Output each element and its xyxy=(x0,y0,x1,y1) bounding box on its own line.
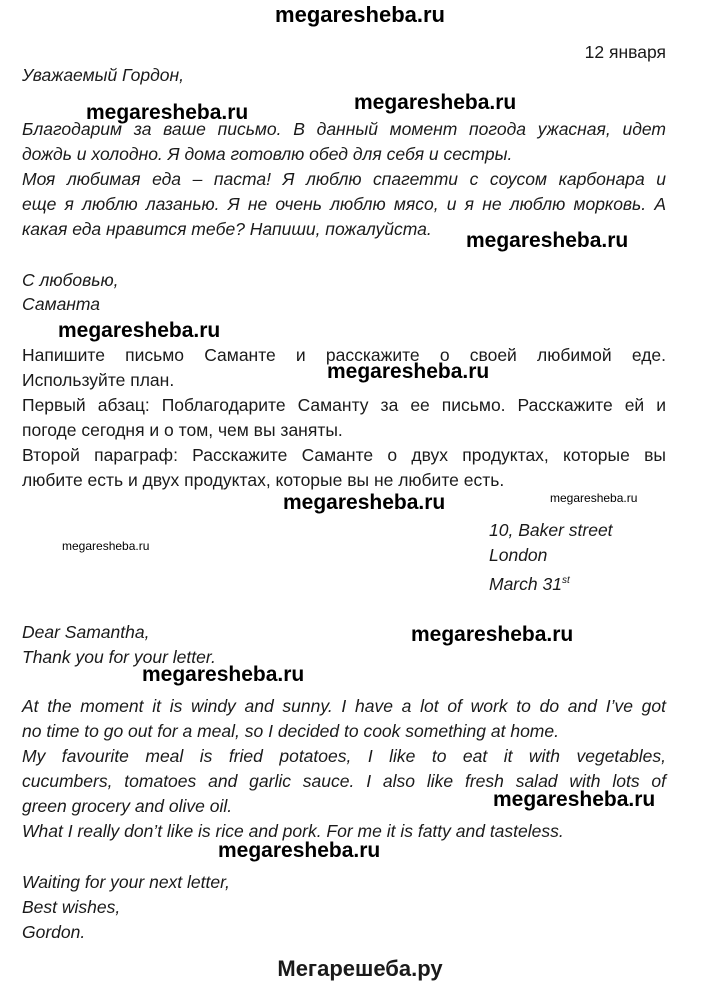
answer-line: green grocery and olive oil. xyxy=(22,796,233,816)
answer-line: At the moment it is windy and sunny. I have a lot of work to do and I’ve got xyxy=(22,696,666,716)
watermark: megaresheba.ru xyxy=(86,101,249,124)
watermark: megaresheba.ru xyxy=(58,319,221,342)
letter-line: дождь и холодно. Я дома готовлю обед для себя и сестры. xyxy=(22,144,513,164)
watermark: megaresheba.ru xyxy=(327,360,490,383)
answer-greeting: Dear Samantha, xyxy=(22,622,150,642)
answer-date-text: March 31 xyxy=(489,573,562,594)
watermark: megaresheba.ru xyxy=(550,491,638,505)
address-street: 10, Baker street xyxy=(489,520,613,540)
task-line: погоде сегодня и о том, чем вы заняты. xyxy=(22,420,343,440)
site-footer-watermark: Мегарешеба.ру xyxy=(277,956,443,981)
task-line: Второй параграф: Расскажите Саманте о двух продуктах, которые вы xyxy=(22,445,666,465)
task-line: Напишите письмо Саманте и расскажите о своей любимой еде. xyxy=(22,345,666,365)
watermark: megaresheba.ru xyxy=(62,539,150,553)
task-line: Используйте план. xyxy=(22,370,175,390)
task-line: любите есть и двух продуктах, которые вы не любите есть. xyxy=(22,470,505,490)
watermark: megaresheba.ru xyxy=(283,491,446,514)
letter-line: еще я люблю лазанью. Я не очень люблю мясо, и я не люблю морковь. А xyxy=(22,194,666,214)
letter-date: 12 января xyxy=(584,42,666,62)
answer-date-suffix: st xyxy=(561,575,570,586)
site-header-watermark: megaresheba.ru xyxy=(275,2,445,27)
letter-closing: С любовью, xyxy=(22,270,119,290)
watermark: megaresheba.ru xyxy=(493,788,656,811)
watermark: megaresheba.ru xyxy=(218,839,381,862)
answer-line: My favourite meal is fried potatoes, I like to eat it with vegetables, xyxy=(22,746,666,766)
answer-line: no time to go out for a meal, so I decided to cook something at home. xyxy=(22,721,559,741)
watermark: megaresheba.ru xyxy=(466,229,629,252)
task-line: Первый абзац: Поблагодарите Саманту за ее письмо. Расскажите ей и xyxy=(22,395,666,415)
letter-signature: Саманта xyxy=(22,294,101,314)
answer-closing: Best wishes, xyxy=(22,897,121,917)
letter-line: Благодарим за ваше письмо. В данный момент погода ужасная, идет xyxy=(22,119,666,139)
watermark: megaresheba.ru xyxy=(411,623,574,646)
answer-line: cucumbers, tomatoes and garlic sauce. I also like fresh salad with lots of xyxy=(22,771,666,791)
address-city: London xyxy=(489,545,548,565)
letter-greeting: Уважаемый Гордон, xyxy=(22,65,184,85)
watermark: megaresheba.ru xyxy=(354,91,517,114)
answer-date xyxy=(489,568,570,597)
letter-line: Моя любимая еда – паста! Я люблю спагетти с соусом карбонара и xyxy=(22,169,666,189)
answer-line: What I really don’t like is rice and pork. For me it is fatty and tasteless. xyxy=(22,821,564,841)
letter-line: какая еда нравится тебе? Напиши, пожалуйста. xyxy=(22,219,432,239)
answer-signature: Gordon. xyxy=(22,922,86,942)
watermark: megaresheba.ru xyxy=(142,663,305,686)
answer-thanks: Thank you for your letter. xyxy=(22,647,216,667)
answer-closing: Waiting for your next letter, xyxy=(22,872,230,892)
